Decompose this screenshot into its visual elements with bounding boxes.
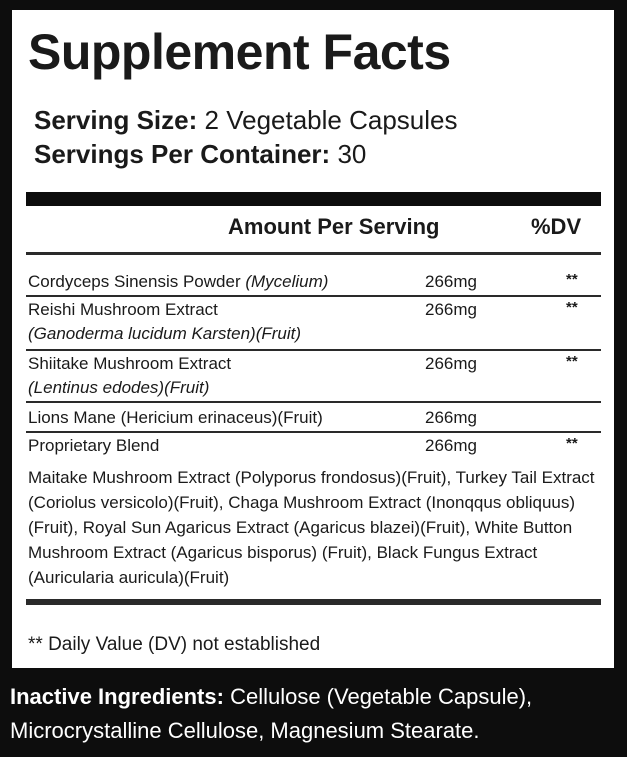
serving-size-value: 2 Vegetable Capsules — [204, 105, 458, 135]
ingredient-source: (Ganoderma lucidum Karsten)(Fruit) — [28, 324, 302, 343]
servings-per-container-label: Servings Per Container: — [34, 139, 331, 169]
panel-title: Supplement Facts — [28, 24, 451, 80]
ingredient-source: (Mycelium) — [245, 272, 329, 291]
amount-per-serving-header: Amount Per Serving — [228, 214, 440, 239]
inactive-ingredients-text: Cellulose (Vegetable Capsule), Microcrystalline Cellulose, Magnesium Stearate. — [10, 684, 533, 743]
ingredient-dv: ** — [566, 299, 578, 316]
proprietary-blend-description: Maitake Mushroom Extract (Polyporus frondosus)(Fruit), Turkey Tail Extract (Coriolus versicolo)(Fruit), Chaga Mushroom Extract (Inonqqus obliquus)(Fruit), Royal Sun Agaricus Extract (Agaricus blazei)(Fruit), White Button Mushroom Extract (Agaricus bisporus) (Fruit), Black Fungus Extract (Auricularia auricula)(Fruit) — [28, 468, 595, 587]
daily-value-footnote: ** Daily Value (DV) not established — [28, 634, 321, 655]
row-divider — [26, 349, 601, 351]
header-divider — [26, 252, 601, 255]
ingredient-amount: 266mg — [425, 354, 477, 373]
ingredient-dv: ** — [566, 435, 578, 452]
serving-size — [34, 104, 457, 136]
ingredient-amount: 266mg — [425, 300, 477, 319]
row-divider — [26, 431, 601, 433]
ingredient-amount: 266mg — [425, 436, 477, 455]
ingredient-source: (Lentinus edodes)(Fruit) — [28, 378, 210, 397]
row-divider — [26, 401, 601, 403]
ingredient-name: Lions Mane (Hericium erinaceus)(Fruit) — [28, 408, 323, 427]
inactive-ingredients-label: Inactive Ingredients: — [10, 684, 224, 709]
ingredient-dv: ** — [566, 271, 578, 288]
ingredient-amount: 266mg — [425, 272, 477, 291]
bottom-divider — [26, 599, 601, 605]
row-divider — [26, 295, 601, 297]
daily-value-header: %DV — [531, 214, 582, 239]
ingredient-name: Cordyceps Sinensis Powder (Mycelium) — [28, 272, 329, 291]
ingredient-amount: 266mg — [425, 408, 477, 427]
ingredient-dv: ** — [566, 353, 578, 370]
servings-per-container-value: 30 — [337, 139, 367, 169]
servings-per-container — [34, 138, 366, 170]
supplement-facts-panel — [12, 10, 614, 668]
serving-size-label: Serving Size: — [34, 105, 198, 135]
thick-divider — [26, 192, 601, 206]
ingredient-name: Reishi Mushroom Extract — [28, 300, 218, 319]
ingredient-name: Shiitake Mushroom Extract — [28, 354, 232, 373]
inactive-ingredients — [10, 680, 622, 748]
ingredient-name: Proprietary Blend — [28, 436, 160, 455]
